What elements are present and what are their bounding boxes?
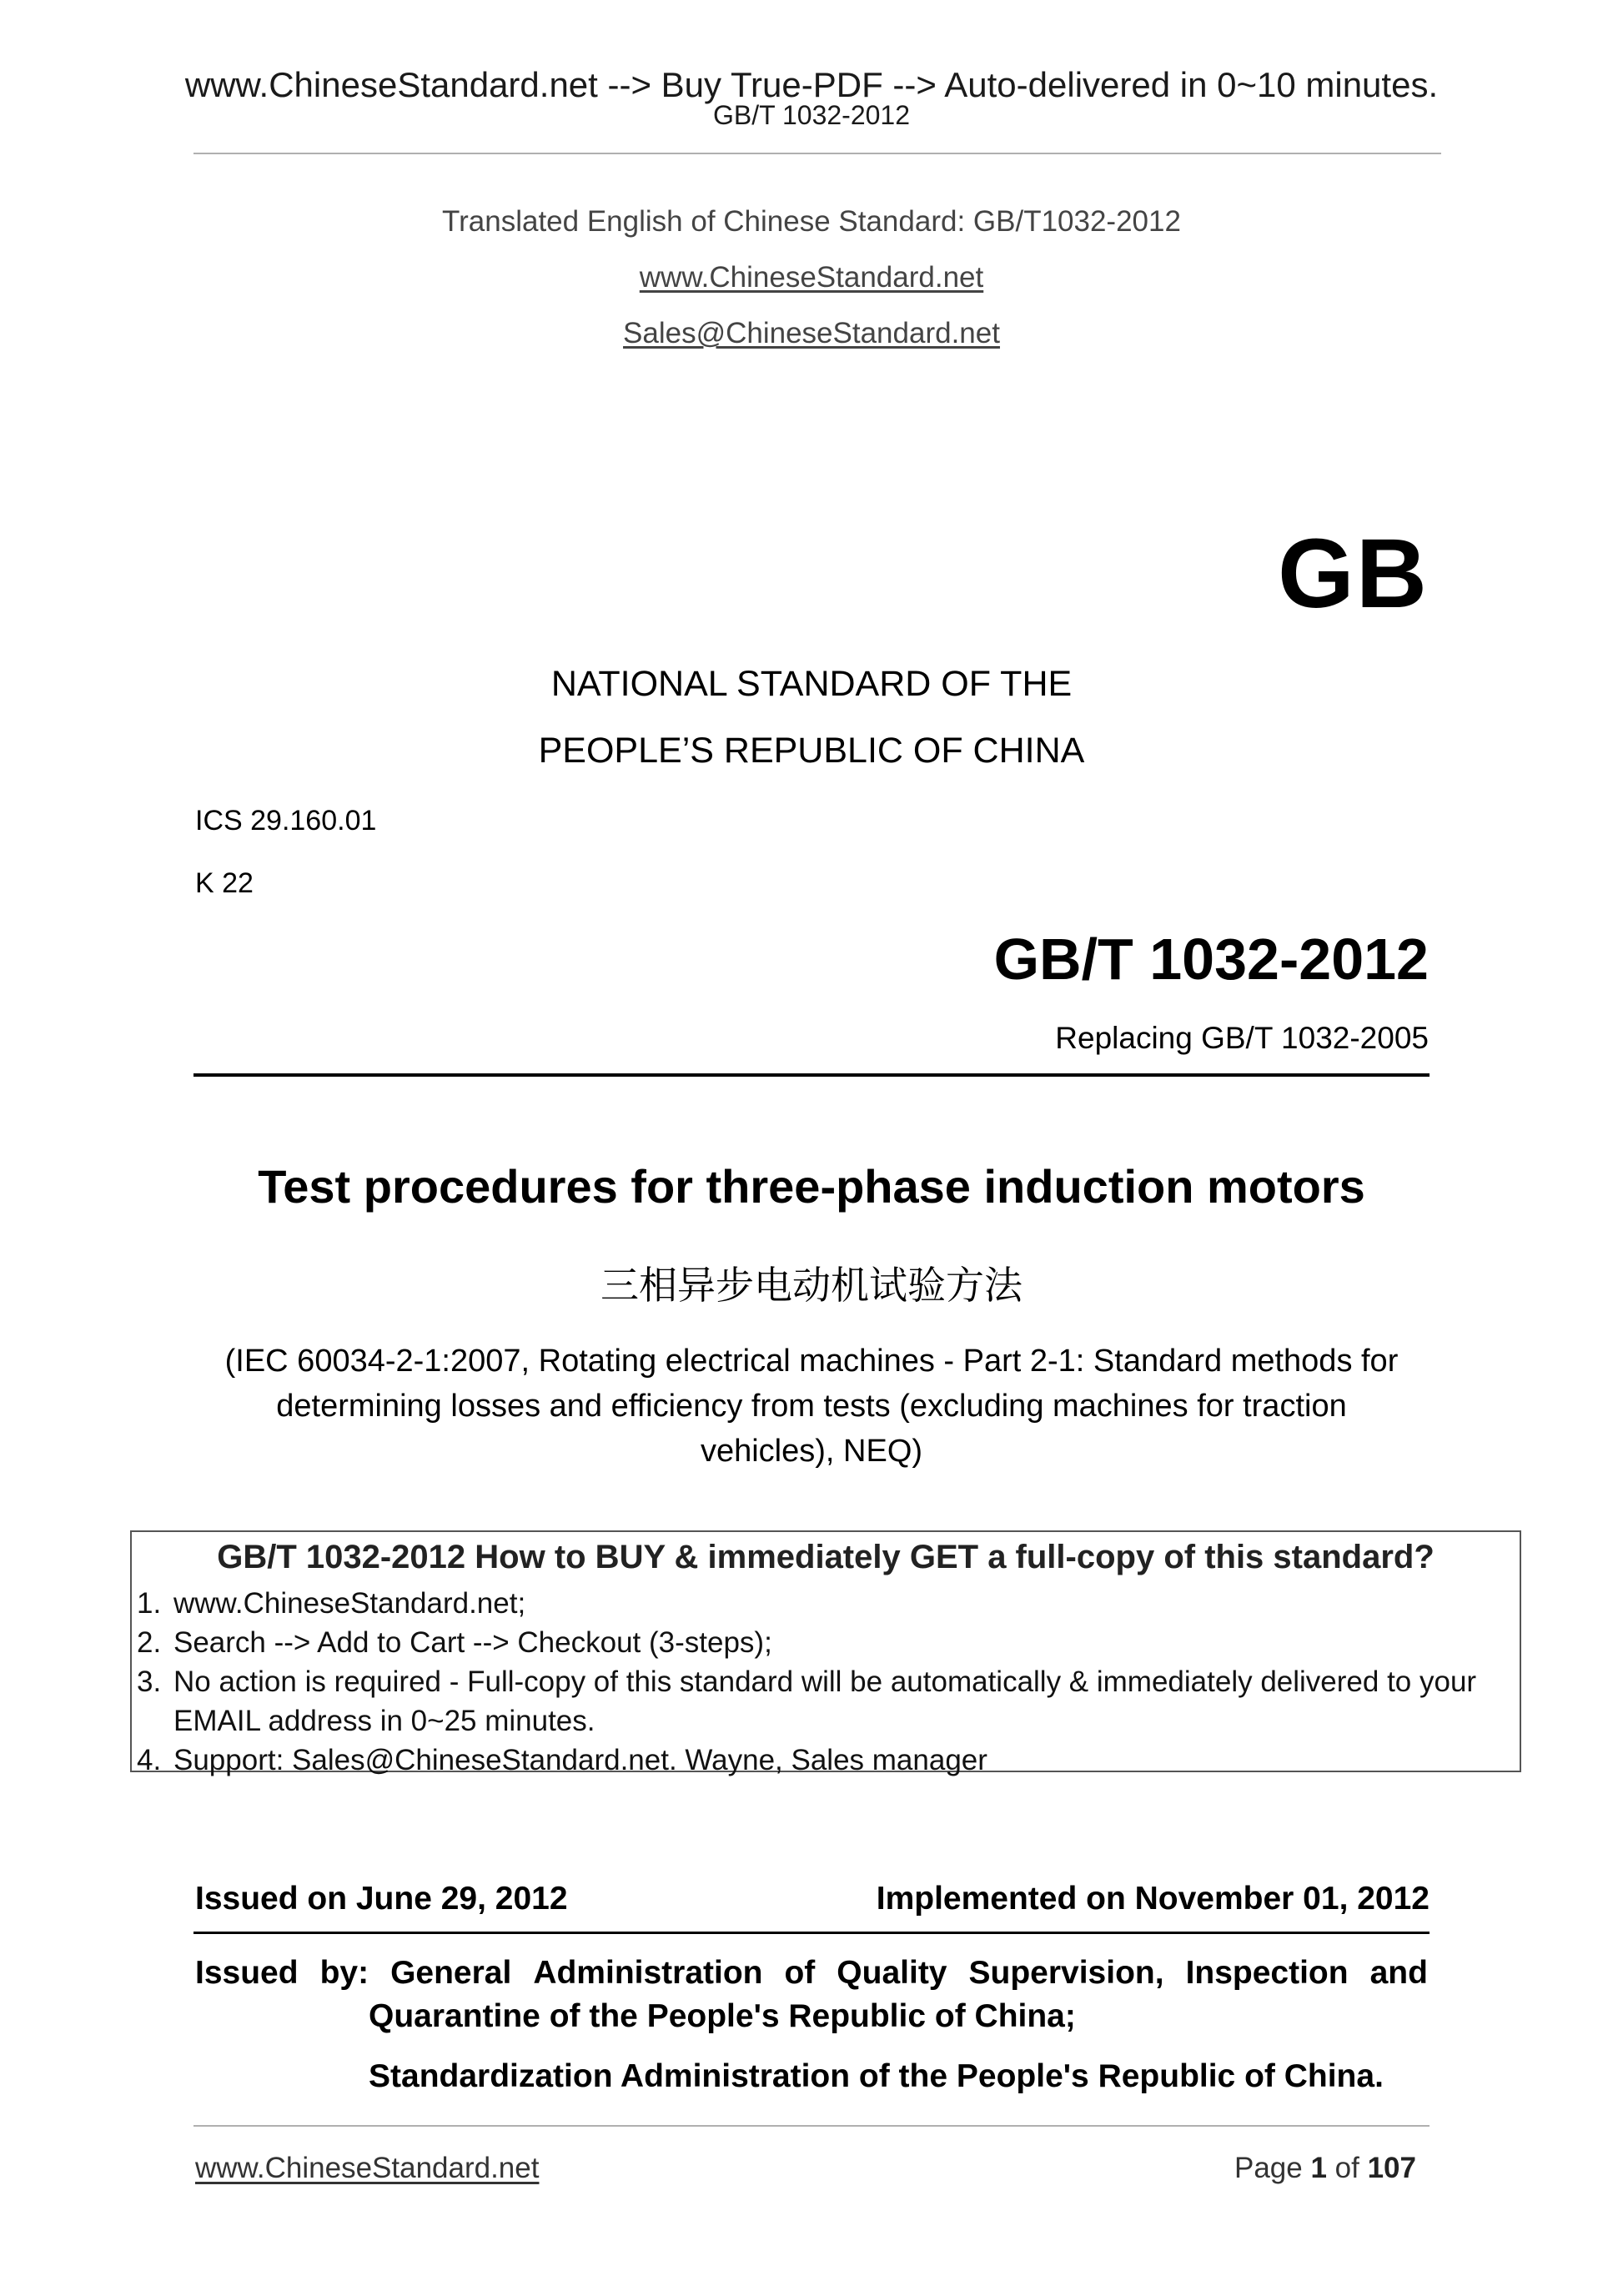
email-link-wrap — [0, 317, 1623, 350]
translated-note: Translated English of Chinese Standard: GB/T1032-2012 — [442, 205, 1181, 238]
issued-by-word: and — [1369, 1955, 1428, 1991]
header-doc-code: GB/T 1032-2012 — [712, 100, 910, 130]
step-text: Search --> Add to Cart --> Checkout (3-steps); — [173, 1626, 772, 1659]
issued-date: Issued on June 29, 2012 — [195, 1881, 568, 1917]
purchase-step — [132, 1584, 1520, 1623]
classification-code: K 22 — [195, 867, 254, 899]
website-link-wrap — [0, 261, 1623, 294]
purchase-step — [132, 1623, 1520, 1662]
issued-by-word: Issued — [195, 1955, 299, 1991]
top-banner: www.ChineseStandard.net --> Buy True-PDF --> Auto-delivered in 0~10 minutes. — [184, 65, 1439, 104]
issued-by-word: Inspection — [1185, 1955, 1349, 1991]
issued-by-line-1 — [195, 1952, 1428, 1995]
document-title-chinese: 三相异步电动机试验方法 — [600, 1263, 1023, 1308]
issued-by-word: Administration — [533, 1955, 763, 1991]
issuing-authorities — [195, 1952, 1428, 2098]
purchase-heading: GB/T 1032-2012 How to BUY & immediately GET a full-copy of this standard? — [217, 1539, 1435, 1575]
iec-line-2: determining losses and efficiency from tests (excluding machines for traction — [276, 1389, 1347, 1424]
issued-by-word: by: — [319, 1955, 369, 1991]
iec-line-1: (IEC 60034-2-1:2007, Rotating electrical machines - Part 2-1: Standard methods for — [224, 1344, 1399, 1379]
iec-reference — [0, 1339, 1623, 1474]
step-number: 2. — [137, 1626, 162, 1659]
purchase-step — [132, 1662, 1520, 1741]
ics-code: ICS 29.160.01 — [195, 805, 377, 837]
national-standard-line2: PEOPLE’S REPUBLIC OF CHINA — [538, 731, 1085, 771]
issued-by-line-2: Quarantine of the People's Republic of China; — [369, 1998, 1076, 2034]
footer-website-link[interactable]: www.ChineseStandard.net — [195, 2152, 540, 2184]
step-text: www.ChineseStandard.net; — [173, 1587, 526, 1620]
footer-divider — [193, 2125, 1430, 2127]
iec-line-3: vehicles), NEQ) — [700, 1434, 923, 1469]
purchase-box — [130, 1530, 1521, 1776]
step-number: 3. — [137, 1665, 162, 1698]
standard-number: GB/T 1032-2012 — [993, 927, 1429, 992]
purchase-step — [132, 1741, 1520, 1780]
issued-by-word: Supervision, — [968, 1955, 1164, 1991]
step-number: 1. — [137, 1587, 162, 1620]
replacing-note: Replacing GB/T 1032-2005 — [1055, 1021, 1429, 1055]
issued-by-line-3: Standardization Administration of the People's Republic of China. — [369, 2058, 1384, 2094]
issued-by-word: Quality — [837, 1955, 947, 1991]
step-text: Support: Sales@ChineseStandard.net. Wayne, Sales manager — [173, 1744, 987, 1776]
page-of: of — [1334, 2152, 1359, 2184]
implemented-date: Implemented on November 01, 2012 — [876, 1881, 1430, 1917]
step-number: 4. — [137, 1744, 162, 1776]
purchase-steps — [132, 1584, 1520, 1780]
page-prefix: Page — [1234, 2152, 1303, 2184]
issue-rule — [193, 1932, 1430, 1934]
issued-by-word: of — [784, 1955, 816, 1991]
website-link[interactable]: www.ChineseStandard.net — [639, 261, 984, 294]
issued-by-word: General — [390, 1955, 512, 1991]
page-total: 107 — [1367, 2152, 1416, 2184]
step-text: No action is required - Full-copy of this standard will be automatically & immediately delivered to your EMAIL address in 0~25 minutes. — [173, 1665, 1477, 1737]
document-title: Test procedures for three-phase induction motors — [258, 1160, 1365, 1213]
title-rule — [193, 1073, 1430, 1077]
national-standard-line1: NATIONAL STANDARD OF THE — [550, 664, 1073, 704]
email-link[interactable]: Sales@ChineseStandard.net — [623, 317, 1000, 349]
gb-mark: GB — [1278, 519, 1429, 629]
page-current: 1 — [1310, 2152, 1327, 2184]
page-indicator — [1234, 2152, 1416, 2185]
header-divider — [193, 153, 1441, 154]
